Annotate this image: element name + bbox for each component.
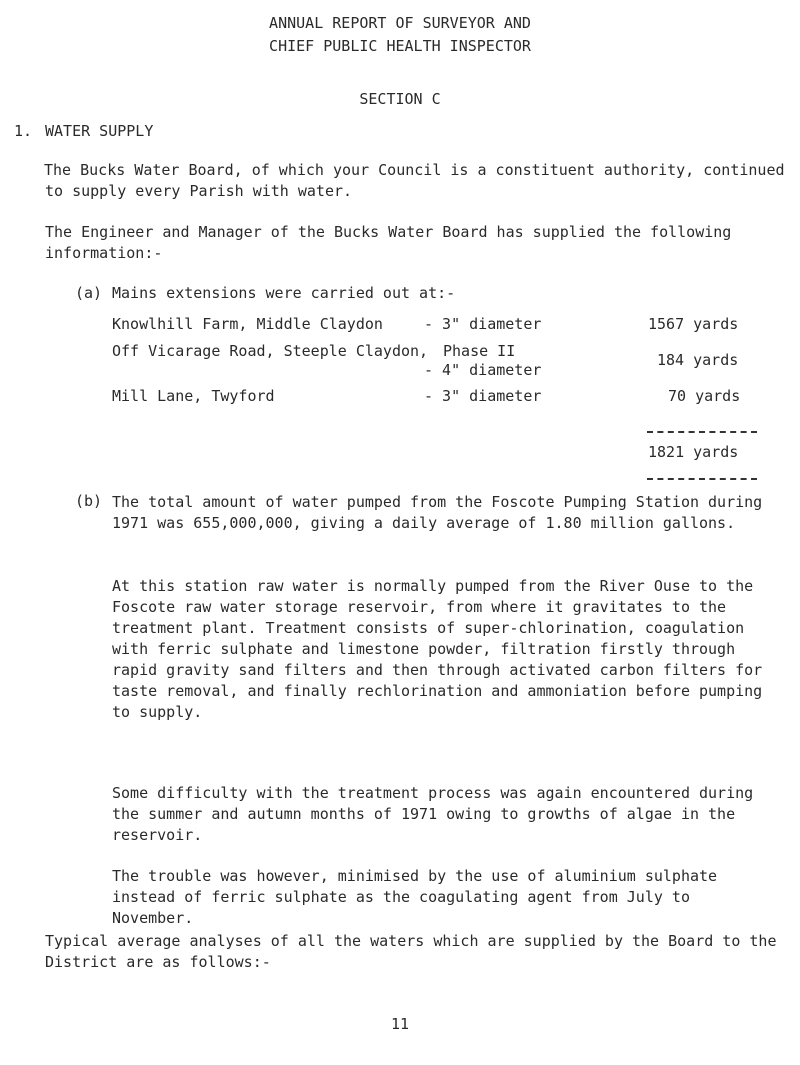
- row-length: 184 yards: [657, 351, 739, 369]
- item-a-label: (a): [75, 284, 103, 302]
- item-b-paragraph: The trouble was however, minimised by the use of aluminium sulphate instead of ferric sulphate as the coagulating agent from July to November.: [112, 867, 718, 927]
- row-location: Knowlhill Farm, Middle Claydon: [112, 315, 383, 333]
- divider-below-total: [647, 478, 757, 480]
- row-spec: - 3" diameter: [424, 315, 542, 333]
- item-b-paragraph: The total amount of water pumped from the Foscote Pumping Station during 1971 was 655,000,000, giving a daily average of 1.80 million gallons.: [112, 493, 763, 532]
- row-spec: - 3" diameter: [424, 387, 542, 405]
- divider-above-total: [647, 431, 757, 433]
- item-b-paragraph: At this station raw water is normally pumped from the River Ouse to the Foscote raw water storage reservoir, from where it gravitates to the treatment plant. Treatment consists of super-chlorination, coagulation with ferric sulphate and limestone powder, filtration firstly through rapid gravity sand filters and then through activated carbon filters for taste removal, and finally rechlorination and ammoniation before pumping to supply.: [112, 577, 763, 721]
- row-length: 1567 yards: [648, 315, 739, 333]
- paragraph-intro: The Bucks Water Board, of which your Council is a constituent authority, continued to supply every Parish with water.: [44, 161, 785, 200]
- item-a-intro: Mains extensions were carried out at:-: [112, 284, 456, 302]
- paragraph-engineer: The Engineer and Manager of the Bucks Water Board has supplied the following information:-: [45, 223, 732, 262]
- row-spec-2: - 4" diameter: [424, 361, 542, 379]
- total-length: 1821 yards: [648, 443, 739, 461]
- closing-paragraph: Typical average analyses of all the waters which are supplied by the Board to the District are as follows:-: [45, 932, 777, 971]
- page-number: 11: [390, 1015, 410, 1033]
- report-title-line2: CHIEF PUBLIC HEALTH INSPECTOR: [269, 37, 531, 55]
- row-spec: Phase II: [443, 342, 516, 360]
- heading-title: WATER SUPPLY: [45, 122, 154, 140]
- item-b-paragraph: Some difficulty with the treatment process was again encountered during the summer and autumn months of 1971 owing to growths of algae in the reservoir.: [112, 784, 754, 844]
- heading-number: 1.: [14, 122, 33, 140]
- row-location: Off Vicarage Road, Steeple Claydon,: [112, 342, 429, 360]
- section-title: SECTION C: [359, 90, 441, 108]
- row-length: 70 yards: [668, 387, 741, 405]
- report-title-line1: ANNUAL REPORT OF SURVEYOR AND: [269, 14, 531, 32]
- row-location: Mill Lane, Twyford: [112, 387, 275, 405]
- item-b-label: (b): [75, 492, 103, 510]
